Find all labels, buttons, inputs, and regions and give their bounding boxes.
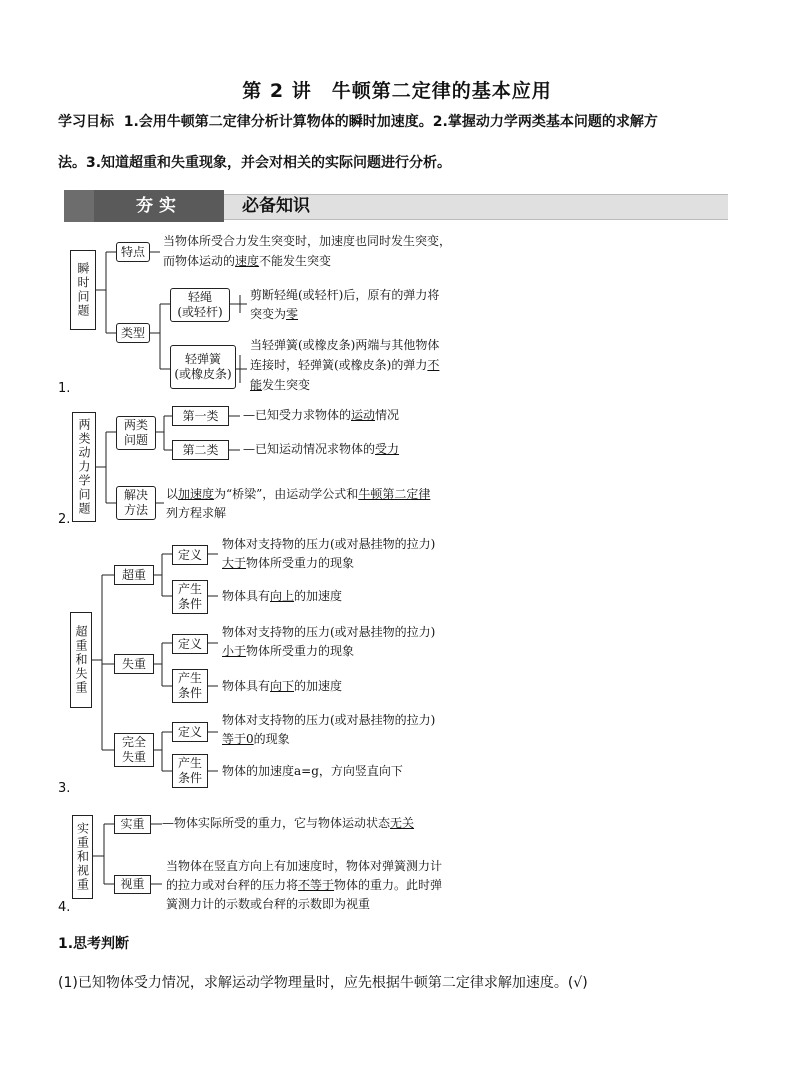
d1-leixing-box: 类型 bbox=[116, 323, 150, 343]
section-heading: 1.思考判断 bbox=[58, 936, 130, 952]
page-title: 第 2 讲 牛顿第二定律的基本应用 bbox=[242, 80, 552, 102]
d3-shizhong-box: 失重 bbox=[114, 654, 154, 674]
d1-qingsheng-label: 轻绳 bbox=[187, 290, 212, 304]
d3-wq-def-text2: 等于0的现象 bbox=[222, 732, 290, 746]
d3-wq-cond-text: 物体的加速度a=g，方向竖直向下 bbox=[222, 764, 403, 778]
d1-tedian-text1: 当物体所受合力发生突变时，加速度也同时发生突变， bbox=[163, 234, 452, 248]
d1-qingsheng-text1: 剪断轻绳(或轻杆)后，原有的弹力将 bbox=[250, 288, 440, 302]
d2-dier-text: —已知运动情况求物体的受力 bbox=[243, 442, 400, 456]
d2-jiejue-box: 解决方法 bbox=[116, 486, 156, 520]
d1-qingtanhuang-text3: 能发生突变 bbox=[250, 378, 311, 392]
d3-wanquan-box: 完全失重 bbox=[114, 733, 154, 767]
d4-number: 4. bbox=[58, 900, 71, 915]
d2-root-box: 两类动力学问题 bbox=[72, 412, 96, 522]
d2-diyi-box: 第一类 bbox=[172, 406, 229, 426]
d3-root-box: 超重和失重 bbox=[70, 612, 92, 708]
banner-title: 必备知识 bbox=[242, 196, 310, 216]
d3-sz-def-text1: 物体对支持物的压力(或对悬挂物的拉力) bbox=[222, 625, 436, 639]
d4-root-box: 实重和视重 bbox=[72, 815, 93, 899]
d3-sz-dingyi-box: 定义 bbox=[172, 634, 208, 654]
d1-qingsheng-sub: (或轻杆) bbox=[177, 305, 223, 319]
learning-goals-label: 学习目标 bbox=[58, 114, 114, 130]
d3-wq-def-text1: 物体对支持物的压力(或对悬挂物的拉力) bbox=[222, 713, 436, 727]
d3-sz-cond-text: 物体具有向下的加速度 bbox=[222, 679, 343, 693]
banner-tag: 夯实 bbox=[94, 190, 224, 222]
d3-wq-chansheng-box: 产生条件 bbox=[172, 754, 208, 788]
d3-cz-cond-text: 物体具有向上的加速度 bbox=[222, 589, 343, 603]
d4-shizhong2-box: 视重 bbox=[114, 875, 151, 894]
d3-cz-def-text1: 物体对支持物的压力(或对悬挂物的拉力) bbox=[222, 537, 436, 551]
d2-jiejue-text1: 以加速度为“桥梁”，由运动学公式和牛顿第二定律 bbox=[166, 487, 431, 501]
d3-cz-dingyi-box: 定义 bbox=[172, 545, 208, 565]
d1-qingsheng-text2: 突变为零 bbox=[250, 307, 299, 321]
d2-jiejue-text2: 列方程求解 bbox=[166, 506, 227, 520]
d4-shizhong2-text1: 当物体在竖直方向上有加速度时，物体对弹簧测力计 bbox=[166, 859, 443, 873]
d3-sz-chansheng-box: 产生条件 bbox=[172, 669, 208, 703]
d4-shizhong2-text2: 的拉力或对台秤的压力将不等于物体的重力。此时弹 bbox=[166, 878, 443, 892]
d1-root-box: 瞬时问题 bbox=[70, 250, 96, 330]
section-banner bbox=[64, 190, 728, 222]
question-1: (1)已知物体受力情况，求解运动学物理量时，应先根据牛顿第二定律求解加速度。(√) bbox=[58, 975, 588, 991]
d4-shizhong1-text: —物体实际所受的重力，它与物体运动状态无关 bbox=[162, 816, 415, 830]
learning-goals-text1: 1.会用牛顿第二定律分析计算物体的瞬时加速度。2.掌握动力学两类基本问题的求解方 bbox=[123, 114, 658, 130]
learning-goals-line2: 法。3.知道超重和失重现象，并会对相关的实际问题进行分析。 bbox=[58, 155, 452, 171]
d3-number: 3. bbox=[58, 781, 71, 796]
d2-diyi-text: —已知受力求物体的运动情况 bbox=[243, 408, 400, 422]
d4-shizhong1-box: 实重 bbox=[114, 815, 151, 834]
d1-qingtanhuang-box bbox=[170, 345, 236, 389]
learning-goals-line1 bbox=[58, 112, 748, 132]
d1-qingtanhuang-sub: (或橡皮条) bbox=[174, 367, 232, 381]
d1-qingtanhuang-text1: 当轻弹簧(或橡皮条)两端与其他物体 bbox=[250, 338, 440, 352]
d2-number: 2. bbox=[58, 512, 71, 527]
d3-chaozhong-box: 超重 bbox=[114, 565, 154, 585]
d2-lianglei-box: 两类问题 bbox=[116, 416, 156, 450]
d1-tedian-box: 特点 bbox=[116, 242, 150, 262]
d3-sz-def-text2: 小于物体所受重力的现象 bbox=[222, 644, 355, 658]
d2-dier-box: 第二类 bbox=[172, 440, 229, 460]
d1-qingtanhuang-text2: 连接时，轻弹簧(或橡皮条)的弹力不 bbox=[250, 358, 440, 372]
d3-cz-chansheng-box: 产生条件 bbox=[172, 580, 208, 614]
d1-number: 1. bbox=[58, 381, 71, 396]
d1-tedian-text2: 而物体运动的速度不能发生突变 bbox=[163, 254, 332, 268]
d1-qingtanhuang-label: 轻弹簧 bbox=[184, 352, 221, 366]
d3-cz-def-text2: 大于物体所受重力的现象 bbox=[222, 556, 355, 570]
d4-shizhong2-text3: 簧测力计的示数或台秤的示数即为视重 bbox=[166, 897, 371, 911]
d1-qingsheng-box bbox=[170, 288, 230, 322]
d3-wq-dingyi-box: 定义 bbox=[172, 722, 208, 742]
